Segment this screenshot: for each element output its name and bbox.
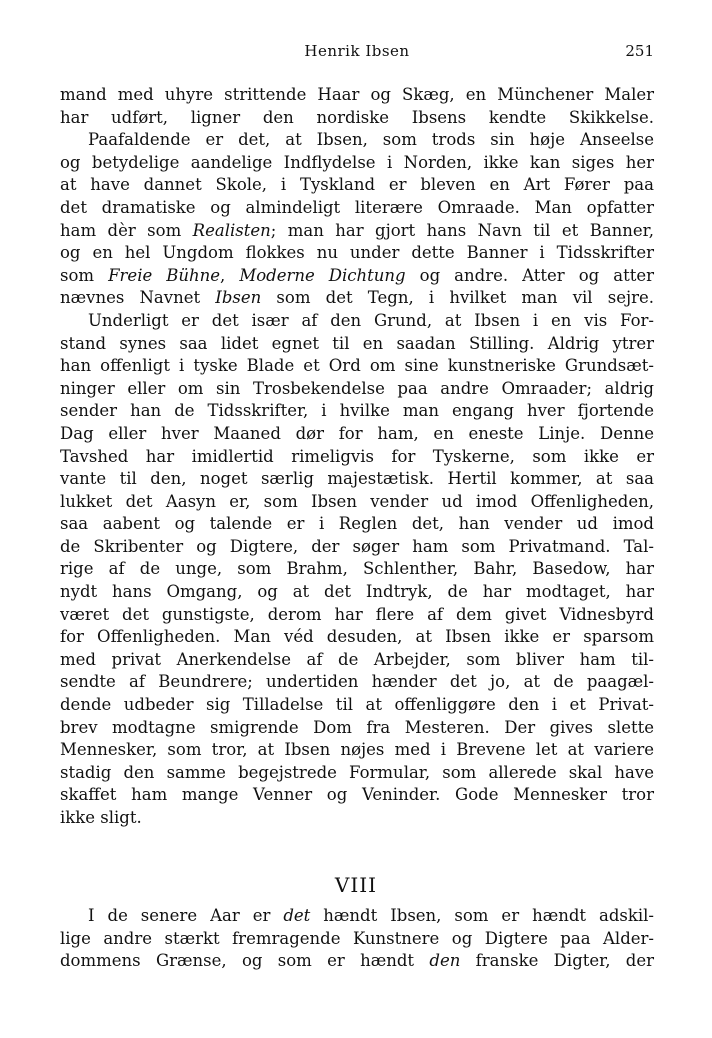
text-line: og en hel Ungdom flokkes nu under dette Banner i Tidsskrifter <box>60 243 654 263</box>
text-line: stadig den samme begejstrede Formular, som allerede skal have <box>60 762 654 782</box>
text-line: ikke sligt. <box>60 808 142 827</box>
text-line: skaffet ham mange Venner og Veninder. Gode Mennesker tror <box>60 785 654 805</box>
text-line: Underligt er det især af den Grund, at Ibsen i en vis For- <box>88 310 654 330</box>
running-title: Henrik Ibsen <box>304 42 410 60</box>
page-number: 251 <box>625 42 654 60</box>
body-text <box>60 84 654 830</box>
text-line: og betydelige aandelige Indflydelse i Norden, ikke kan siges her <box>60 152 654 172</box>
text-line: ham dèr som Realisten; man har gjort hans Navn til et Banner, <box>60 220 654 240</box>
text-line: rige af de unge, som Brahm, Schlenther, Bahr, Basedow, har <box>60 559 654 579</box>
text-line: Paafaldende er det, at Ibsen, som trods sin høje Anseelse <box>88 130 654 150</box>
text-line: I de senere Aar er det hændt Ibsen, som er hændt adskil- <box>88 906 655 925</box>
text-line: lukket det Aasyn er, som Ibsen vender ud imod Offenligheden, <box>60 491 654 511</box>
text-line: dommens Grænse, og som er hændt den franske Digter, der <box>60 951 654 971</box>
italic-text: Freie Bühne <box>108 265 221 285</box>
text-line: været det gunstigste, derom har flere af dem givet Vidnesbyrd <box>60 604 654 624</box>
text-line: mand med uhyre strittende Haar og Skæg, en Münchener Maler <box>60 85 654 104</box>
italic-text: det <box>283 906 311 925</box>
text-line: nævnes Navnet Ibsen som det Tegn, i hvilket man vil sejre. <box>60 288 654 308</box>
text-line: for Offenligheden. Man véd desuden, at Ibsen ikke er sparsom <box>60 627 654 647</box>
text-line: Tavshed har imidlertid rimeligvis for Tyskerne, som ikke er <box>60 446 654 466</box>
italic-text: Ibsen <box>215 288 262 308</box>
text-line: har udført, ligner den nordiske Ibsens kendte Skikkelse. <box>60 107 654 127</box>
text-line: lige andre stærkt fremragende Kunstnere og Digtere paa Alder- <box>60 928 654 948</box>
text-line: sendte af Beundrere; undertiden hænder det jo, at de paagæl- <box>60 672 654 692</box>
text-line: nydt hans Omgang, og at det Indtryk, de har modtaget, har <box>60 582 654 602</box>
text-line: han offenligt i tyske Blade et Ord om sine kunstneriske Grundsæt- <box>60 356 654 376</box>
italic-text: den <box>429 951 461 971</box>
section-heading: VIII <box>334 873 378 897</box>
text-line: som Freie Bühne, Moderne Dichtung og andre. Atter og atter <box>60 265 654 285</box>
italic-text: Moderne Dichtung <box>239 265 406 285</box>
running-head <box>60 42 654 64</box>
text-line: Mennesker, som tror, at Ibsen nøjes med i Brevene let at variere <box>60 740 654 760</box>
text-line: vante til den, noget særlig majestætisk. Hertil kommer, at saa <box>60 469 654 489</box>
text-line: med privat Anerkendelse af de Arbejder, som bliver ham til- <box>60 649 654 669</box>
text-line: brev modtagne smigrende Dom fra Mesteren. Der gives slette <box>60 717 654 737</box>
text-line: ninger eller om sin Trosbekendelse paa andre Omraader; aldrig <box>60 378 654 398</box>
text-line: sender han de Tidsskrifter, i hvilke man engang hver fjortende <box>60 401 654 421</box>
text-line: det dramatiske og almindeligt literære Omraade. Man opfatter <box>60 197 654 217</box>
section-text <box>60 905 654 973</box>
text-line: saa aabent og talende er i Reglen det, han vender ud imod <box>60 514 654 534</box>
text-line: dende udbeder sig Tilladelse til at offenliggøre den i et Privat- <box>60 695 654 715</box>
text-line: stand synes saa lidet egnet til en saadan Stilling. Aldrig ytrer <box>60 333 654 353</box>
text-line: de Skribenter og Digtere, der søger ham som Privatmand. Tal- <box>60 536 654 556</box>
italic-text: Realisten <box>192 220 271 240</box>
text-line: at have dannet Skole, i Tyskland er bleven en Art Fører paa <box>60 175 654 195</box>
text-line: Dag eller hver Maaned dør for ham, en eneste Linje. Denne <box>60 423 654 443</box>
